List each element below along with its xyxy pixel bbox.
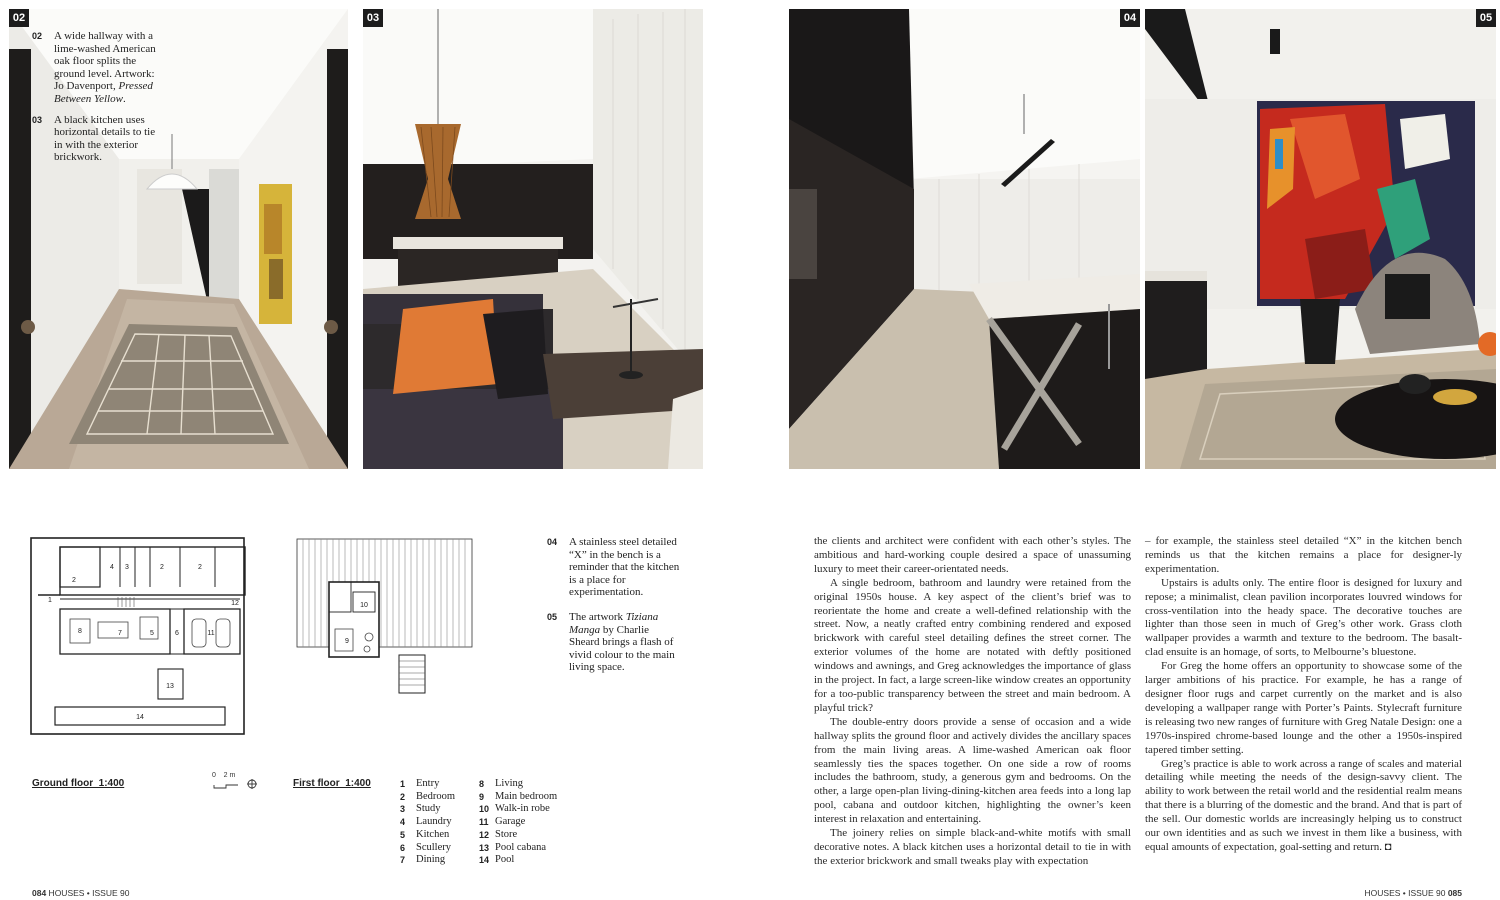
article-paragraph: the clients and architect were confident with each other’s styles. The ambitious and hard-working couple desired a space of unassuming luxury to meet their career-orientated needs. (814, 535, 1131, 575)
photo-number-badge: 02 (9, 9, 29, 27)
legend-key: 10 (479, 804, 490, 815)
svg-text:7: 7 (118, 630, 122, 637)
svg-text:9: 9 (345, 638, 349, 645)
ground-floor-plan (30, 537, 246, 737)
legend-key: 11 (479, 817, 489, 828)
legend-value: Scullery (416, 841, 451, 853)
first-floor-plan (289, 537, 484, 697)
svg-text:3: 3 (125, 564, 129, 571)
caption-number: 02 (32, 31, 43, 41)
legend-key: 13 (479, 842, 490, 853)
article-paragraph: The double-entry doors provide a sense of occasion and a wide hallway splits the ground floor and actively divides the ancillary spaces from the main living areas. A lime-washed American oak floor seamlessly ties the spaces together. On one side a row of rooms includes the bathroom, study, a generous gym and bedrooms. On the other, a large open-plan living-dining-kitchen area feeds into a long lap pool, cabana and outdoor kitchen, highlighting the owner’s keen interest in relaxation and entertaining. (814, 715, 1131, 826)
folio-left (32, 888, 129, 898)
svg-text:12: 12 (231, 600, 239, 607)
caption-block-mid (547, 536, 682, 682)
legend-row (400, 842, 455, 855)
legend-column (479, 778, 557, 867)
legend-value: Entry (416, 778, 440, 789)
legend-value: Bedroom (416, 790, 456, 802)
article-paragraph: The joinery relies on simple black-and-white motifs with small decorative notes. A black kitchen uses a horizontal detail to tie in with the exterior brickwork and small tweaks play with expectation (814, 827, 1131, 867)
legend-row (479, 854, 557, 867)
caption-text: A stainless steel detailed “X” in the bench is a reminder that the kitchen is a place for experimentation. (569, 536, 680, 599)
svg-text:4: 4 (110, 564, 114, 571)
page-number: 084 (32, 888, 47, 898)
legend-row (479, 791, 557, 804)
folio-right (1365, 888, 1462, 898)
svg-text:1: 1 (48, 597, 52, 604)
legend-row (400, 829, 455, 842)
svg-text:13: 13 (166, 683, 174, 690)
svg-text:5: 5 (150, 630, 154, 637)
caption-block-top (32, 30, 157, 172)
article-column-2 (1145, 535, 1462, 855)
legend-key: 9 (479, 791, 485, 802)
folio-text: HOUSES • ISSUE 90 (1364, 888, 1448, 898)
legend-row (479, 816, 557, 829)
ground-floor-label: Ground floor 1:400 (32, 778, 125, 789)
svg-text:8: 8 (78, 628, 82, 635)
legend-key: 3 (400, 804, 406, 815)
legend-value: Garage (495, 816, 526, 828)
caption-item (547, 611, 682, 674)
legend-value: Dining (416, 854, 446, 866)
svg-text:11: 11 (207, 630, 215, 637)
legend-key: 14 (479, 855, 490, 866)
legend-column (400, 778, 455, 867)
caption-number: 04 (547, 537, 558, 547)
caption-number: 05 (547, 611, 558, 622)
caption-artwork-title: Tiziana Manga (569, 610, 659, 636)
article-paragraph: For Greg the home offers an opportunity to showcase some of the larger ambitions of his practice. For example, he has a range of designer floor rugs and carpet currently on the market and is also developing a wallpaper range with Porter’s Paints. Stylecraft furniture is releasing two new ranges of furniture with Greg Natale Design: one a 1970s-inspired chrome-based lounge and the other a 1950s-inspired tapered timber setting. (1145, 660, 1462, 756)
legend-row (479, 778, 557, 791)
legend-key: 6 (400, 842, 406, 853)
svg-text:10: 10 (360, 602, 368, 609)
svg-text:2: 2 (72, 577, 76, 584)
folio-text: HOUSES • ISSUE 90 (46, 888, 130, 898)
caption-text: A black kitchen uses horizontal details to tie in with the exterior brickwork. (54, 113, 156, 164)
caption-item (547, 536, 682, 599)
legend-key: 1 (400, 779, 406, 789)
article-paragraph: Greg’s practice is able to work across a range of scales and material detailing while meeting the needs of the design-savvy client. The ability to work between the retail world and the residential realm means that there is a blurring of the domestic and the brand. And that is part of the sell. Our domestic worlds are increasingly helping us to construct our own identities and as such we invest in them like a business, with equal amounts of expectation, goal-setting and return. ◘ (1145, 757, 1462, 853)
legend-value: Laundry (416, 816, 452, 828)
legend-value: Walk-in robe (495, 803, 550, 815)
caption-text: A wide hallway with a lime-washed American oak floor splits the ground level. Artwork: Jo Davenport, (54, 30, 156, 93)
legend-value: Pool cabana (495, 841, 547, 853)
caption-text-end: . (122, 92, 126, 105)
legend-row (479, 803, 557, 816)
legend-value: Pool (495, 854, 515, 866)
north-arrow-icon (212, 779, 258, 791)
scale-text: 0 2 m (212, 772, 236, 779)
legend-row (479, 829, 557, 842)
caption-number: 03 (32, 114, 43, 125)
legend-row (400, 816, 455, 829)
legend-key: 2 (400, 791, 406, 802)
legend-value: Study (416, 803, 441, 815)
page-number: 085 (1447, 888, 1462, 898)
article-paragraph: A single bedroom, bathroom and laundry were retained from the original 1950s house. A key aspect of the client’s brief was to reorientate the home and create a well-defined relationship with the street. Now, a neatly crafted entry combining rendered and exposed brickwork with careful steel detailing defines the street corner. The exterior volumes of the home are notated with deftly positioned windows and awnings, and Greg acknowledges the importance of glass in the project. In fact, a large screen-like window creates an opportunity for a too-public transparency between the street and main bedroom. A playful trick? (814, 576, 1131, 714)
caption-item (32, 30, 157, 106)
caption-artwork-title: Pressed Between Yellow (54, 80, 153, 105)
legend-value: Store (495, 828, 518, 840)
legend-key: 8 (479, 779, 485, 789)
legend-row (400, 778, 455, 791)
article-paragraph: Upstairs is adults only. The entire floor is designed for luxury and repose; a minimalist, clean pavilion incorporates louvred windows for cross-ventilation into the heady space. The decorative touches are lighter than those seen in much of Greg’s other work. Grass cloth wallpaper provides a warmth and texture to the bedroom. The basalt-clad ensuite is an homage, of sorts, to Melbourne’s bluestone. (1145, 576, 1462, 659)
svg-text:6: 6 (175, 630, 179, 637)
article-paragraph: – for example, the stainless steel detailed “X” in the kitchen bench reminds us that the kitchen remains a place for designer-ly experimentation. (1145, 535, 1462, 575)
legend-key: 4 (400, 817, 406, 828)
svg-text:2: 2 (198, 564, 202, 571)
legend-value: Kitchen (416, 828, 450, 840)
first-floor-label: First floor 1:400 (293, 778, 371, 789)
scale-bar (212, 772, 258, 793)
photo-number-badge: 04 (1120, 9, 1140, 27)
svg-text:14: 14 (136, 714, 144, 721)
legend-row (400, 854, 455, 867)
photo-number-badge: 05 (1476, 9, 1496, 27)
article-column-1 (814, 535, 1131, 869)
photo-artwork-living (1145, 9, 1496, 469)
legend-key: 7 (400, 855, 406, 866)
legend-key: 12 (479, 829, 490, 840)
legend-row (400, 803, 455, 816)
caption-text: The artwork (569, 610, 626, 623)
caption-item (32, 114, 157, 164)
legend-value: Main bedroom (495, 790, 558, 802)
legend-value: Living (495, 778, 523, 789)
photo-kitchen-living (363, 9, 703, 469)
plan-legend (400, 778, 580, 873)
photo-kitchen-bench (789, 9, 1140, 469)
photo-number-badge: 03 (363, 9, 383, 27)
caption-text-end: by Charlie Sheard brings a flash of vivid colour to the main living space. (569, 623, 675, 674)
legend-key: 5 (400, 829, 406, 840)
legend-row (400, 791, 455, 804)
legend-row (479, 842, 557, 855)
svg-text:2: 2 (160, 564, 164, 571)
